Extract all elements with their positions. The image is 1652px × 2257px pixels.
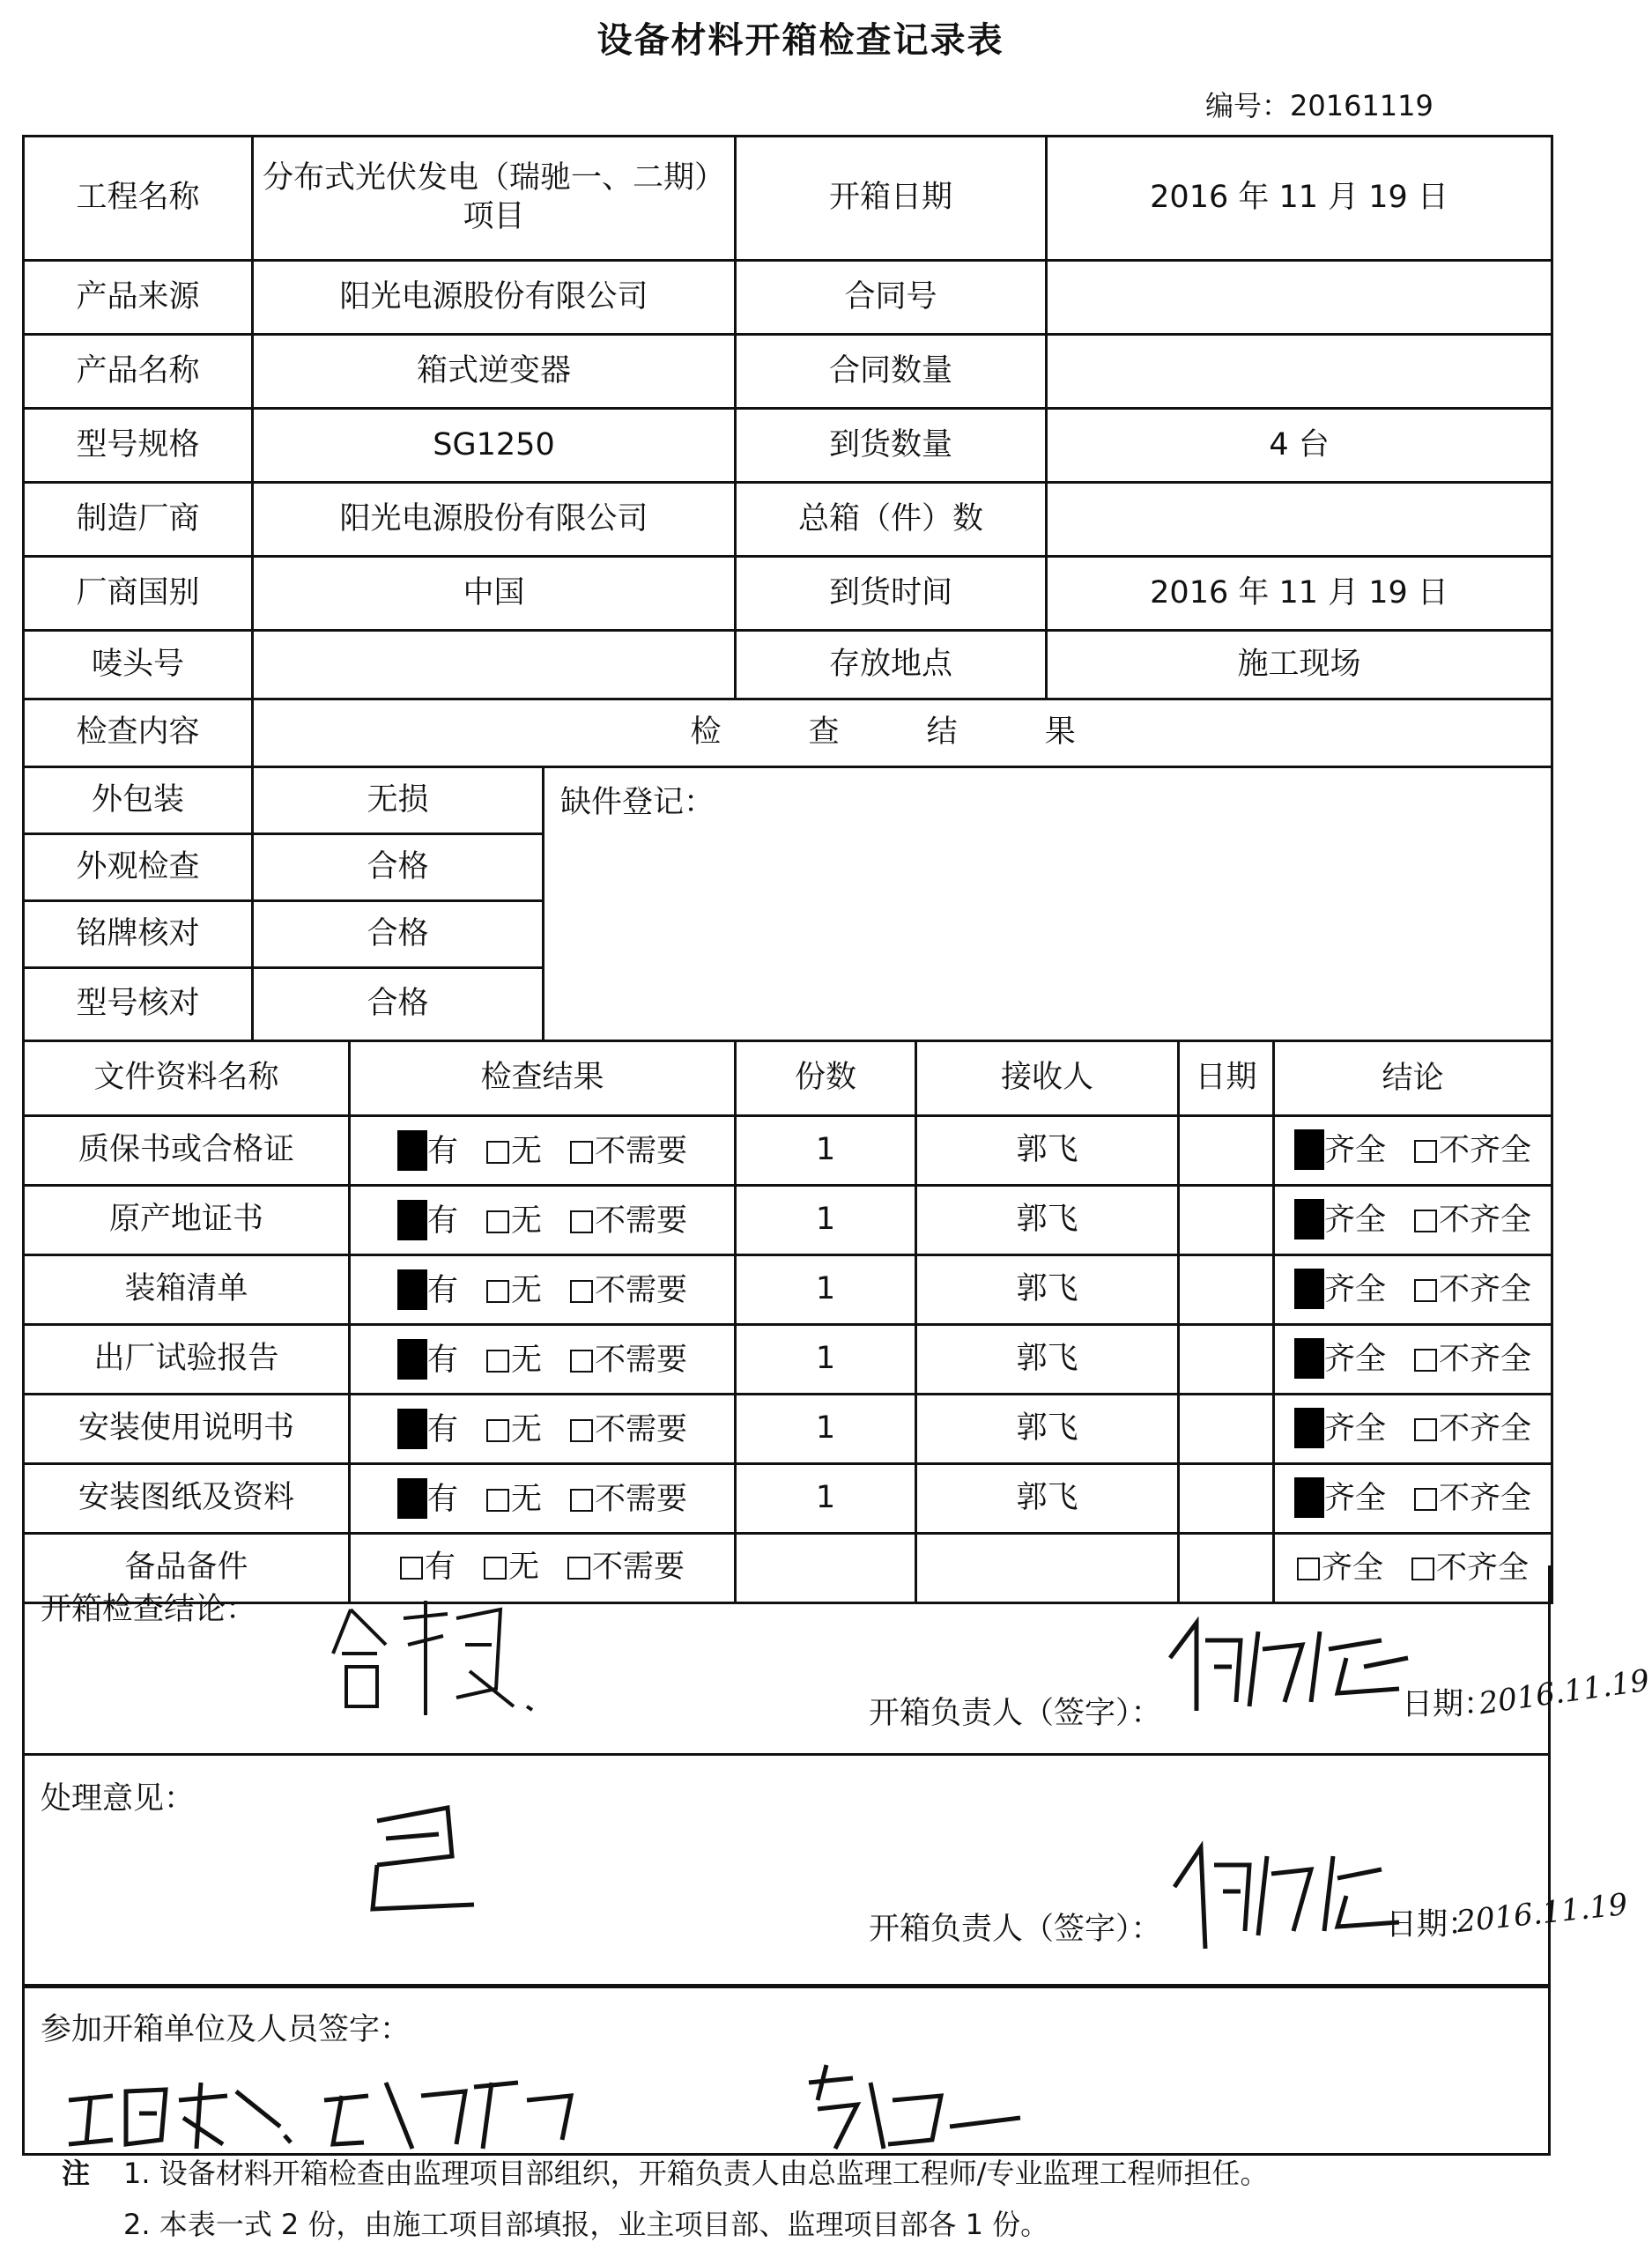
document-conclusion — [1272, 1465, 1551, 1532]
row-inspection-header — [24, 699, 1552, 767]
option-label: 不齐全 — [1439, 1133, 1532, 1168]
document-receiver: 郭飞 — [916, 1325, 1179, 1395]
checkbox-have[interactable] — [397, 1339, 427, 1380]
doc-header-date: 日期 — [1195, 1060, 1257, 1096]
option-complete — [1294, 1256, 1386, 1323]
checkbox-complete[interactable] — [1294, 1477, 1324, 1518]
document-row — [24, 1325, 1552, 1395]
option-have — [397, 1269, 458, 1311]
checkbox-complete[interactable] — [1294, 1129, 1324, 1170]
document-row — [24, 1395, 1552, 1464]
checkbox-have[interactable] — [397, 1200, 427, 1240]
option-label: 不齐全 — [1439, 1272, 1532, 1307]
checkbox-complete[interactable] — [1294, 1338, 1324, 1379]
checkbox-none[interactable] — [486, 1141, 509, 1164]
document-name: 安装使用说明书 — [24, 1395, 350, 1464]
option-label: 无 — [511, 1481, 543, 1517]
option-complete — [1294, 1465, 1386, 1532]
checkbox-none[interactable] — [486, 1210, 509, 1233]
model-label: 型号规格 — [24, 409, 253, 483]
doc-header-name: 文件资料名称 — [24, 1041, 350, 1116]
participants-block — [22, 1984, 1551, 2156]
option-have — [397, 1409, 458, 1450]
document-name: 质保书或合格证 — [24, 1116, 350, 1186]
conclusion-signer-label: 开箱负责人（签字）： — [869, 1696, 1162, 1731]
checkbox-not-needed[interactable] — [570, 1350, 593, 1373]
checkbox-complete[interactable] — [1294, 1269, 1324, 1309]
opinion-label: 处理意见： — [41, 1781, 196, 1817]
contract-qty-label: 合同数量 — [736, 335, 1047, 409]
row-project — [24, 137, 1552, 261]
opinion-block — [22, 1753, 1630, 1988]
inspection-item-result: 合格 — [253, 834, 544, 901]
mark-label: 唛头号 — [24, 631, 253, 699]
document-receiver: 郭飞 — [916, 1395, 1179, 1464]
row-model — [24, 409, 1552, 483]
conclusion-date: 2016.11.19 — [1477, 1662, 1652, 1722]
document-conclusion — [1272, 1187, 1551, 1254]
note-mark: 注 — [62, 2157, 91, 2190]
project-name-label: 工程名称 — [24, 137, 253, 261]
option-complete — [1294, 1395, 1386, 1462]
document-date-conclusion — [1179, 1464, 1552, 1534]
row-documents-header — [24, 1041, 1552, 1116]
note-text-2: 2. 本表一式 2 份，由施工项目部填报，业主项目部、监理项目部各 1 份。 — [123, 2208, 1049, 2241]
checkbox-none[interactable] — [486, 1419, 509, 1442]
document-receiver: 郭飞 — [916, 1116, 1179, 1186]
checkbox-complete[interactable] — [1294, 1408, 1324, 1448]
conclusion-signature-text: 何成波 — [1152, 1605, 1155, 1606]
row-source — [24, 261, 1552, 335]
doc-header-receiver: 接收人 — [916, 1041, 1179, 1116]
inspection-item-name: 铭牌核对 — [24, 901, 253, 968]
document-check-result — [350, 1255, 736, 1325]
checkbox-complete[interactable] — [1294, 1199, 1324, 1240]
document-date-conclusion — [1179, 1255, 1552, 1325]
option-have — [397, 1200, 458, 1241]
participant-signature — [60, 2065, 1047, 2162]
option-label: 齐全 — [1324, 1481, 1387, 1516]
option-complete — [1294, 1117, 1386, 1184]
inspection-item-result: 无损 — [253, 767, 544, 834]
row-mark — [24, 631, 1552, 699]
contract-no-value — [1047, 261, 1552, 335]
document-copies: 1 — [736, 1395, 916, 1464]
checkbox-not-needed[interactable] — [570, 1419, 593, 1442]
manufacturer-value: 阳光电源股份有限公司 — [253, 483, 736, 557]
arrival-qty-label: 到货数量 — [736, 409, 1047, 483]
handwritten-conclusion-text: 合格 — [324, 1583, 326, 1584]
checkbox-not-needed[interactable] — [570, 1141, 593, 1164]
option-complete — [1294, 1326, 1386, 1393]
storage-value: 施工现场 — [1047, 631, 1552, 699]
option-label: 齐全 — [1324, 1342, 1387, 1377]
note-line-2 — [62, 2202, 1048, 2243]
option-label: 不需要 — [595, 1202, 688, 1239]
document-conclusion — [1272, 1326, 1551, 1393]
country-label: 厂商国别 — [24, 557, 253, 631]
option-label: 不齐全 — [1439, 1481, 1532, 1516]
manufacturer-label: 制造厂商 — [24, 483, 253, 557]
option-label: 齐全 — [1324, 1272, 1387, 1307]
option-label: 无 — [511, 1272, 543, 1308]
contract-qty-value — [1047, 335, 1552, 409]
option-have — [397, 1130, 458, 1172]
option-label: 不需要 — [592, 1550, 685, 1586]
conclusion-signature — [1152, 1605, 1426, 1720]
total-boxes-value — [1047, 483, 1552, 557]
product-name-value: 箱式逆变器 — [253, 335, 736, 409]
handwritten-opinion — [351, 1786, 492, 1927]
handwritten-opinion-text: 已 — [351, 1786, 352, 1787]
document-check-result — [350, 1395, 736, 1464]
document-copies: 1 — [736, 1186, 916, 1255]
option-label: 不需要 — [595, 1133, 688, 1169]
document-date-conclusion — [1179, 1325, 1552, 1395]
checkbox-not-needed[interactable] — [570, 1489, 593, 1512]
option-label: 不齐全 — [1439, 1202, 1532, 1238]
checkbox-none[interactable] — [486, 1280, 509, 1303]
inspection-content-label: 检查内容 — [24, 699, 253, 767]
option-none — [486, 1202, 542, 1241]
document-conclusion — [1272, 1117, 1551, 1184]
country-value: 中国 — [253, 557, 736, 631]
document-copies: 1 — [736, 1116, 916, 1186]
total-boxes-label: 总箱（件）数 — [736, 483, 1047, 557]
document-name: 备品备件 — [24, 1534, 350, 1603]
inspection-item-name: 型号核对 — [24, 968, 253, 1041]
option-not-needed — [570, 1411, 687, 1450]
source-value: 阳光电源股份有限公司 — [253, 261, 736, 335]
inspection-form-table — [22, 135, 1553, 1604]
option-not-needed — [570, 1133, 687, 1172]
conclusion-label: 开箱检查结论： — [41, 1592, 257, 1627]
document-check-result — [350, 1116, 736, 1186]
document-row — [24, 1255, 1552, 1325]
option-incomplete — [1414, 1187, 1531, 1254]
inspection-result-label: 检 查 结 果 — [253, 699, 1552, 767]
checkbox-none[interactable] — [486, 1350, 509, 1373]
doc-header-check: 检查结果 — [350, 1041, 736, 1116]
note-text-1: 1. 设备材料开箱检查由监理项目部组织，开箱负责人由总监理工程师/专业监理工程师担任。 — [123, 2157, 1269, 2190]
option-not-needed — [570, 1272, 687, 1311]
project-name-value: 分布式光伏发电（瑞驰一、二期）项目 — [253, 137, 736, 261]
option-label: 齐全 — [1324, 1202, 1387, 1238]
document-date-conclusion — [1179, 1395, 1552, 1464]
arrival-time-label: 到货时间 — [736, 557, 1047, 631]
model-value: SG1250 — [253, 409, 736, 483]
option-label: 不需要 — [595, 1342, 688, 1378]
document-conclusion — [1272, 1256, 1551, 1323]
document-check-result — [350, 1464, 736, 1534]
document-receiver: 郭飞 — [916, 1186, 1179, 1255]
option-incomplete — [1414, 1326, 1531, 1393]
option-label: 无 — [511, 1342, 543, 1378]
option-label: 不齐全 — [1439, 1411, 1532, 1447]
checkbox-incomplete[interactable] — [1414, 1210, 1437, 1232]
document-row — [24, 1116, 1552, 1186]
checkbox-have[interactable] — [397, 1130, 427, 1171]
document-name: 原产地证书 — [24, 1186, 350, 1255]
row-country — [24, 557, 1552, 631]
missing-parts-registry — [544, 767, 1552, 1041]
document-check-result — [350, 1186, 736, 1255]
document-date-conclusion — [1179, 1186, 1552, 1255]
option-label: 无 — [511, 1411, 543, 1447]
option-label: 有 — [426, 1272, 458, 1308]
option-label: 无 — [508, 1550, 540, 1586]
inspection-item-result: 合格 — [253, 901, 544, 968]
checkbox-have[interactable] — [397, 1269, 427, 1310]
inspection-item-name: 外包装 — [24, 767, 253, 834]
opinion-signature — [1157, 1825, 1412, 1957]
participants-label: 参加开箱单位及人员签字： — [41, 2012, 411, 2047]
document-name: 装箱清单 — [24, 1255, 350, 1325]
option-not-needed — [570, 1481, 687, 1520]
option-incomplete — [1414, 1256, 1531, 1323]
option-incomplete — [1414, 1395, 1531, 1462]
option-label: 有 — [426, 1481, 458, 1517]
document-date-conclusion — [1179, 1116, 1552, 1186]
mark-value — [253, 631, 736, 699]
product-name-label: 产品名称 — [24, 335, 253, 409]
option-label: 有 — [426, 1411, 458, 1447]
option-label: 齐全 — [1324, 1133, 1387, 1168]
document-copies: 1 — [736, 1255, 916, 1325]
note-line-1 — [62, 2151, 1269, 2192]
document-name: 出厂试验报告 — [24, 1325, 350, 1395]
option-label: 有 — [426, 1342, 458, 1378]
option-label: 有 — [426, 1202, 458, 1239]
option-none — [486, 1481, 542, 1520]
option-none — [486, 1133, 542, 1172]
document-row — [24, 1464, 1552, 1534]
checkbox-incomplete[interactable] — [1414, 1140, 1437, 1163]
row-manufacturer — [24, 483, 1552, 557]
option-label: 有 — [424, 1550, 456, 1586]
option-label: 无 — [511, 1133, 543, 1169]
option-label: 不齐全 — [1436, 1550, 1530, 1586]
document-rows — [24, 1116, 1552, 1603]
opinion-date: 2016.11.19 — [1455, 1886, 1630, 1941]
open-date-value: 2016 年 11 月 19 日 — [1047, 137, 1552, 261]
option-label: 齐全 — [1324, 1411, 1387, 1447]
contract-no-label: 合同号 — [736, 261, 1047, 335]
option-incomplete — [1414, 1465, 1531, 1532]
arrival-time-value: 2016 年 11 月 19 日 — [1047, 557, 1552, 631]
option-label: 不需要 — [595, 1481, 688, 1517]
doc-header-copies: 份数 — [736, 1041, 916, 1116]
open-date-label: 开箱日期 — [736, 137, 1047, 261]
option-have — [397, 1339, 458, 1380]
opinion-date-label: 日期： — [1386, 1907, 1479, 1942]
opinion-signature-text: 何成波 — [1157, 1825, 1159, 1826]
inspection-item-name: 外观检查 — [24, 834, 253, 901]
conclusion-date-label: 日期： — [1402, 1687, 1495, 1722]
option-label: 不需要 — [595, 1272, 688, 1308]
option-none — [486, 1272, 542, 1311]
doc-header-conclusion: 结论 — [1272, 1042, 1551, 1114]
checkbox-have[interactable] — [397, 1409, 427, 1449]
checkbox-not-needed[interactable] — [570, 1210, 593, 1233]
option-not-needed — [570, 1342, 687, 1380]
option-complete — [1294, 1187, 1386, 1254]
option-none — [486, 1411, 542, 1450]
checkbox-have[interactable] — [397, 1478, 427, 1519]
inspection-item-result: 合格 — [253, 968, 544, 1041]
option-label: 不齐全 — [1439, 1342, 1532, 1377]
option-label: 有 — [426, 1133, 458, 1169]
checkbox-incomplete[interactable] — [1414, 1279, 1437, 1302]
document-receiver: 郭飞 — [916, 1464, 1179, 1534]
checkbox-not-needed[interactable] — [570, 1280, 593, 1303]
document-name: 安装图纸及资料 — [24, 1464, 350, 1534]
option-label: 不需要 — [595, 1411, 688, 1447]
document-check-result — [350, 1325, 736, 1395]
handwritten-conclusion — [324, 1583, 553, 1724]
checkbox-incomplete[interactable] — [1414, 1418, 1437, 1441]
option-label: 齐全 — [1322, 1550, 1384, 1586]
missing-parts-label: 缺件登记： — [560, 785, 715, 820]
document-copies: 1 — [736, 1464, 916, 1534]
form-title: 设备材料开箱检查记录表 — [596, 20, 1004, 61]
document-copies: 1 — [736, 1325, 916, 1395]
document-number: 编号：20161119 — [1205, 89, 1433, 122]
option-label: 无 — [511, 1202, 543, 1239]
option-incomplete — [1414, 1117, 1531, 1184]
option-have — [397, 1478, 458, 1520]
checkbox-incomplete[interactable] — [1414, 1349, 1437, 1372]
document-row — [24, 1186, 1552, 1255]
arrival-qty-value: 4 台 — [1047, 409, 1552, 483]
option-none — [486, 1342, 542, 1380]
opinion-signer-label: 开箱负责人（签字）： — [869, 1912, 1162, 1947]
inspection-row — [24, 767, 1552, 834]
doc-header-date-conclusion — [1179, 1041, 1552, 1116]
row-product-name — [24, 335, 1552, 409]
checkbox-none[interactable] — [486, 1489, 509, 1512]
option-not-needed — [570, 1202, 687, 1241]
source-label: 产品来源 — [24, 261, 253, 335]
conclusion-block — [22, 1565, 1652, 1756]
checkbox-incomplete[interactable] — [1414, 1488, 1437, 1511]
document-receiver: 郭飞 — [916, 1255, 1179, 1325]
storage-label: 存放地点 — [736, 631, 1047, 699]
document-conclusion — [1272, 1395, 1551, 1462]
